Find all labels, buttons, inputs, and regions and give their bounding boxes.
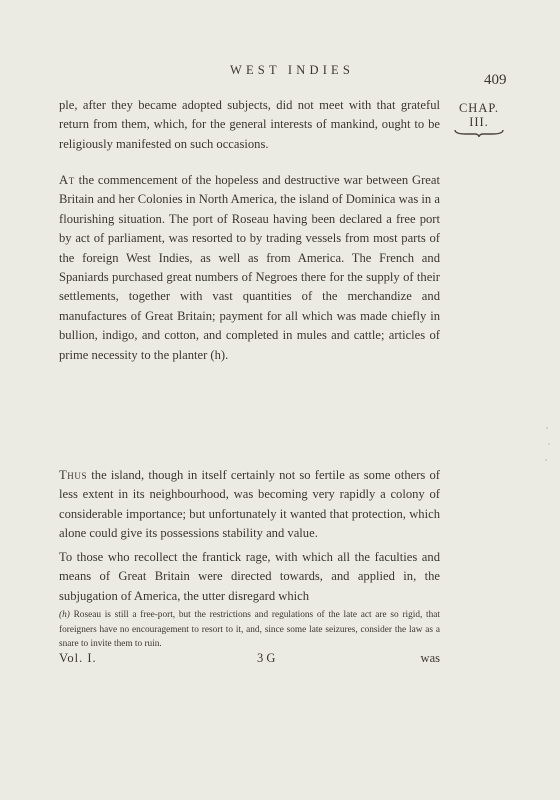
signature-line: [59, 651, 440, 667]
footnote-text: Roseau is still a free-port, but the restrictions and regulations of the late act are so rigid, that foreigners have no encouragement to resort to it, and, since some late seizures, consider the law as a snare to invite them to ruin.: [59, 610, 440, 649]
paragraph-opening-word: Thus: [59, 468, 88, 482]
signature-mark: 3 G: [257, 651, 276, 665]
chap-label: CHAP.: [458, 101, 500, 115]
paper-speck-icon: [544, 424, 552, 464]
paragraph-island-protection: Thus the island, though in itself certainly not so fertile as some others of less extent in its neighbourhood, was becoming very rapidly a colony of considerable importance; but unfortunately it wanted that protection, which alone could give its possessions stability and value.: [59, 468, 440, 541]
volume-label: Vol. I.: [59, 651, 97, 665]
footnote-mark: (h): [59, 610, 70, 620]
paragraph-continuation: ple, after they became adopted subjects, did not meet with that grateful return from them, which, for the general interests of mankind, ought to be religiously manifested on such occasions.: [59, 98, 440, 151]
running-head: [0, 63, 560, 78]
paragraph-frantick-rage: To those who recollect the frantick rage, with which all the faculties and means of Great Britain were directed towards, and applied in, the subjugation of America, the utter disregard which: [59, 550, 440, 603]
paragraph-dominica-war: At the commencement of the hopeless and destructive war between Great Britain and her Colonies in North America, the island of Dominica was in a flourishing situation. The port of Roseau having been declared a free port by act of parliament, was resorted to by trading vessels from most parts of the foreign West Indies, as well as from America. The French and Spaniards purchased great numbers of Negroes there for the supply of their settlements, together with vast quantities of the merchandize and manufactures of Great Britain; payment for all which was made chiefly in bullion, indigo, and cotton, and completed in mules and cattle; articles of prime necessity to the planter (h).: [59, 173, 440, 362]
page-number: 409: [484, 72, 507, 88]
catchword: was: [420, 651, 440, 665]
running-head-title: WEST INDIES: [229, 63, 355, 77]
brace-ornament-icon: [454, 129, 504, 137]
chapter-side-note: [437, 101, 521, 137]
paragraph-opening-word: At: [59, 173, 75, 187]
footnote: [59, 608, 440, 652]
chap-number: III.: [469, 115, 489, 129]
